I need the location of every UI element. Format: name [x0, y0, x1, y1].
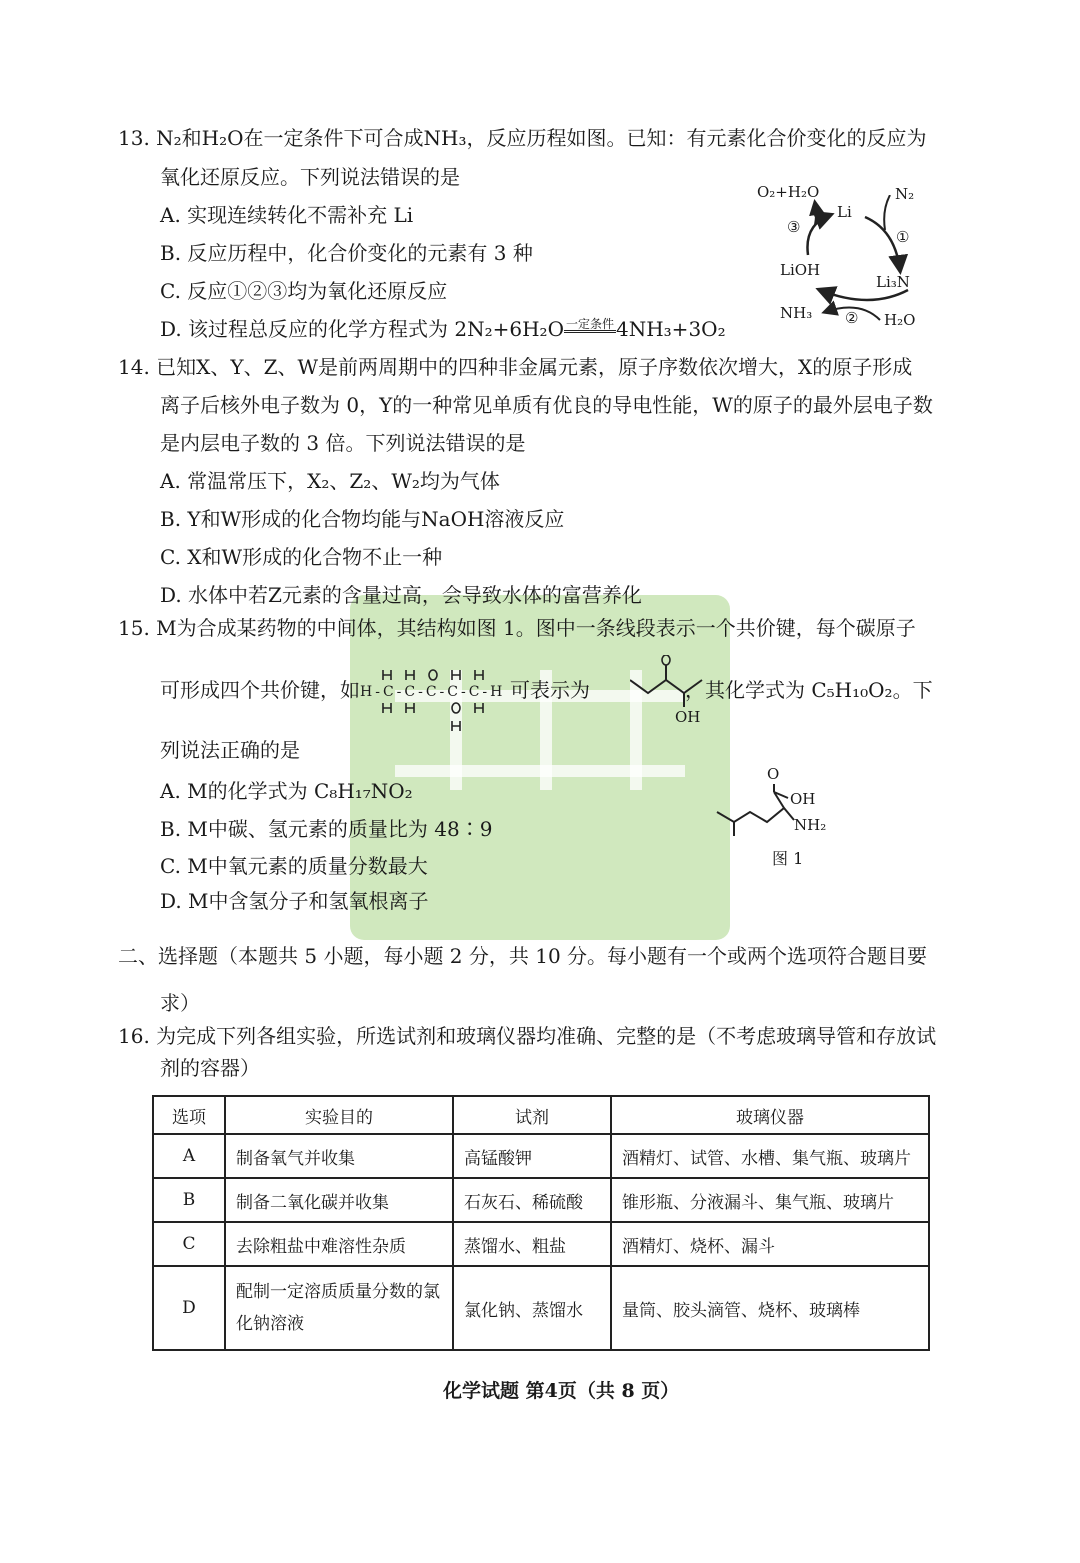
q14-option-b: B. Y和W形成的化合物均能与NaOH溶液反应 [160, 507, 565, 531]
table-row [153, 1178, 929, 1222]
q15-option-b: B. M中碳、氢元素的质量比为 48∶9 [160, 817, 493, 841]
cell: C [153, 1222, 225, 1266]
label-step-3: ③ [787, 218, 801, 236]
label-step-1: ① [896, 228, 910, 246]
q15-option-a: A. M的化学式为 C₈H₁₇NO₂ [160, 779, 413, 803]
label-nh3: NH₃ [780, 304, 813, 322]
header-reagent: 试剂 [453, 1096, 611, 1134]
q13-option-b: B. 反应历程中，化合价变化的元素有 3 种 [160, 241, 533, 265]
cell: 高锰酸钾 [453, 1134, 611, 1178]
cell: 蒸馏水、粗盐 [453, 1222, 611, 1266]
q14-option-a: A. 常温常压下，X₂、Z₂、W₂均为气体 [160, 469, 500, 493]
table-row [153, 1266, 929, 1350]
section-2-title: 二、选择题（本题共 5 小题，每小题 2 分，共 10 分。每小题有一个或两个选项符合题目要 [118, 944, 928, 968]
q15-stem: 15. M为合成某药物的中间体，其结构如图 1。图中一条线段表示一个共价键，每个碳原子 [118, 616, 916, 640]
formula-top-atoms [360, 668, 510, 683]
table-header [153, 1096, 929, 1134]
header-glassware: 玻璃仪器 [611, 1096, 929, 1134]
cell: 锥形瓶、分液漏斗、集气瓶、玻璃片 [611, 1178, 929, 1222]
cell: D [153, 1266, 225, 1350]
page-footer: 化学试题 第4页（共 8 页） [443, 1380, 680, 1402]
label-step-2: ② [845, 309, 859, 327]
skeletal-oh: OH [675, 708, 701, 726]
cell: A [153, 1134, 225, 1178]
label-lioh: LiOH [780, 261, 821, 279]
skeletal-formula [630, 655, 710, 707]
cell: 氯化钠、蒸馏水 [453, 1266, 611, 1350]
label-h2o: H₂O [884, 311, 916, 329]
q15-option-d: D. M中含氢分子和氢氧根离子 [160, 889, 429, 913]
q14-option-c: C. X和W形成的化合物不止一种 [160, 545, 443, 569]
q13-option-d: D. 该过程总反应的化学方程式为 2N₂+6H₂O 一定条件 4NH₃+3O₂ [160, 317, 726, 341]
q15-stem-2: 可形成四个共价键，如H-C-C-C-C-C-H 可表示为 ，其化学式为 C₅H₁₀O₂。下 [160, 677, 933, 703]
q14-option-d: D. 水体中若Z元素的含量过高，会导致水体的富营养化 [160, 583, 642, 607]
table-row [153, 1222, 929, 1266]
formula-bottom-atoms [360, 701, 510, 735]
q16-stem: 16. 为完成下列各组实验，所选试剂和玻璃仪器均准确、完整的是（不考虑玻璃导管和存放试 [118, 1024, 937, 1048]
header-option: 选项 [153, 1096, 225, 1134]
cell: 石灰石、稀硫酸 [453, 1178, 611, 1222]
q14-stem-2: 离子后核外电子数为 0，Y的一种常见单质有优良的导电性能，W的原子的最外层电子数 [160, 393, 933, 417]
figure-nh2: NH₂ [794, 816, 827, 834]
cell: 配制一定溶质质量分数的氯化钠溶液 [225, 1266, 453, 1350]
figure-o: O [767, 765, 780, 783]
q13-option-c: C. 反应①②③均为氧化还原反应 [160, 279, 448, 303]
q15-stem-3: 列说法正确的是 [160, 738, 300, 762]
q16-stem-2: 剂的容器） [160, 1056, 260, 1080]
cell: B [153, 1178, 225, 1222]
q16-table [152, 1095, 930, 1351]
q15-option-c: C. M中氧元素的质量分数最大 [160, 854, 428, 878]
figure-caption: 图 1 [772, 849, 804, 868]
q13-stem-2: 氧化还原反应。下列说法错误的是 [160, 165, 460, 189]
label-o2-h2o: O₂+H₂O [757, 183, 820, 201]
expanded-structural-formula: H-C-C-C-C-C-H [360, 685, 510, 699]
label-li: Li [837, 203, 852, 221]
table-row [153, 1134, 929, 1178]
q13-option-a: A. 实现连续转化不需补充 Li [160, 203, 414, 227]
q14-stem: 14. 已知X、Y、Z、W是前两周期中的四种非金属元素，原子序数依次增大，X的原子形成 [118, 355, 913, 379]
cell: 酒精灯、试管、水槽、集气瓶、玻璃片 [611, 1134, 929, 1178]
cell: 制备二氧化碳并收集 [225, 1178, 453, 1222]
label-li3n: Li₃N [876, 273, 910, 291]
label-n2: N₂ [895, 185, 915, 203]
cell: 制备氧气并收集 [225, 1134, 453, 1178]
q14-stem-3: 是内层电子数的 3 倍。下列说法错误的是 [160, 431, 526, 455]
section-2-title-2: 求） [160, 991, 200, 1015]
cell: 酒精灯、烧杯、漏斗 [611, 1222, 929, 1266]
header-purpose: 实验目的 [225, 1096, 453, 1134]
cell: 量筒、胶头滴管、烧杯、玻璃棒 [611, 1266, 929, 1350]
q13-stem: 13. N₂和H₂O在一定条件下可合成NH₃，反应历程如图。已知：有元素化合价变化的反应为 [118, 126, 927, 150]
cell: 去除粗盐中难溶性杂质 [225, 1222, 453, 1266]
figure-oh: OH [790, 790, 816, 808]
